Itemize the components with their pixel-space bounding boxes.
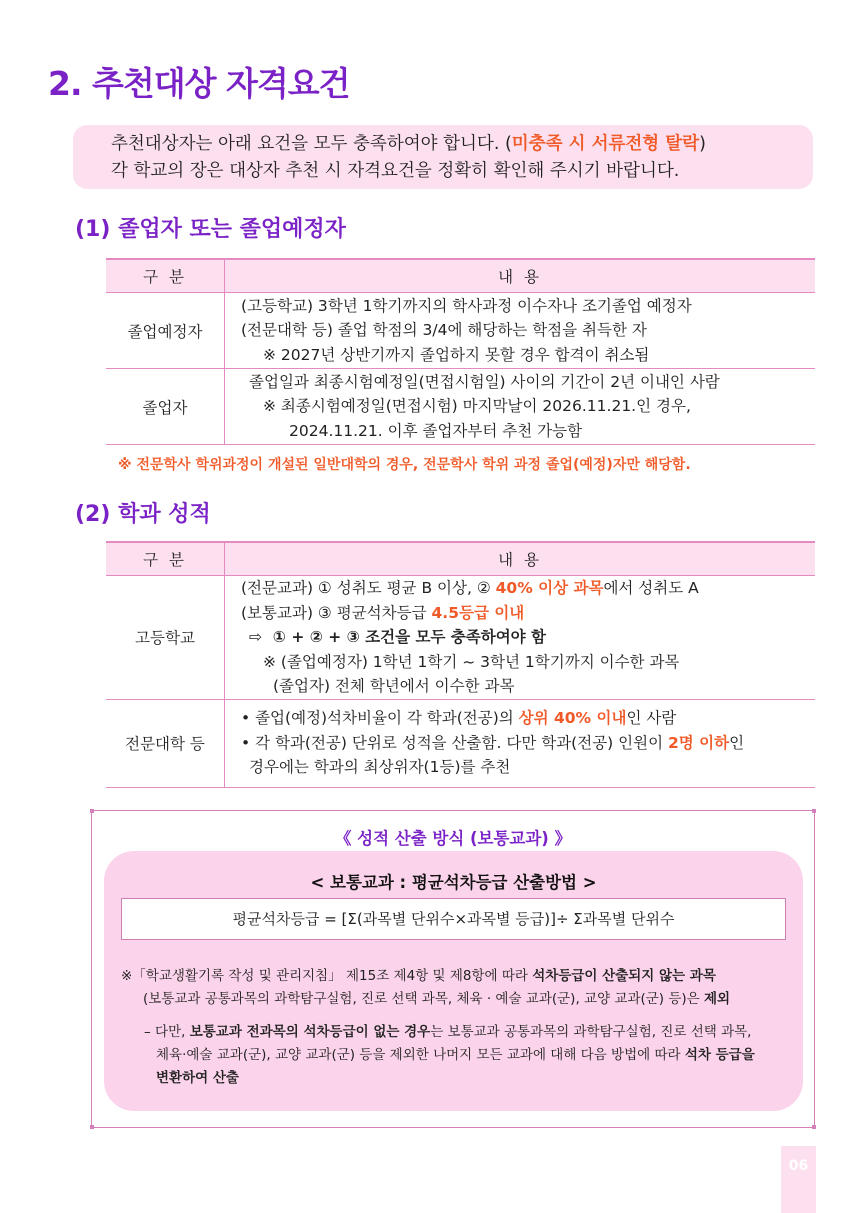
header-category: 구 분 (106, 542, 225, 576)
header-content: 내 용 (225, 259, 816, 293)
note-text: ※「학교생활기록 작성 및 관리지침」 제15조 제4항 및 제8항에 따라 (121, 968, 533, 984)
notice-line-1 (111, 131, 813, 158)
content-text: (보통교과) ③ 평균석차등급 (241, 603, 432, 622)
content-text: (전문교과) ① 성취도 평균 B 이상, ② (241, 579, 496, 597)
note-line (144, 1021, 755, 1044)
section1-footnote: ※ 전문학사 학위과정이 개설된 일반대학의 경우, 전문학사 학위 과정 졸업(예정)자만 해당함. (118, 457, 691, 473)
notice-text-end: ) (699, 134, 706, 154)
note-bold: 석차 등급을 (684, 1047, 755, 1063)
content-line (241, 706, 815, 731)
note-text: – 다만, (144, 1024, 190, 1040)
content-line: ※ 2027년 상반기까지 졸업하지 못할 경우 합격이 취소됨 (263, 345, 650, 364)
corner-marker (812, 1125, 816, 1129)
section1-heading: (1) 졸업자 또는 졸업예정자 (75, 217, 346, 242)
table-header-row (106, 259, 815, 293)
row-label: 전문대학 등 (106, 699, 225, 787)
note-line (121, 965, 730, 988)
notice-text: 추천대상자는 아래 요건을 모두 충족하여야 합니다. ( (111, 134, 512, 154)
note-bold: 보통교과 전과목의 석차등급이 없는 경우 (189, 1024, 431, 1040)
formula-box: 평균석차등급 = [Σ(과목별 단위수×과목별 등급)]÷ Σ과목별 단위수 (121, 898, 786, 940)
page-number: 06 (781, 1146, 816, 1213)
row-label: 졸업자 (106, 369, 225, 445)
calc-note-1 (121, 965, 730, 1011)
row-content (225, 293, 816, 369)
content-line (241, 576, 815, 601)
corner-marker (812, 809, 816, 813)
table-row (106, 293, 815, 369)
header-category: 구 분 (106, 259, 225, 293)
highlight-text: 40% 이상 과목 (495, 579, 604, 597)
content-line: (전문대학 등) 졸업 학점의 3/4에 해당하는 학점을 취득한 자 (241, 321, 647, 340)
corner-marker (90, 809, 94, 813)
content-line (241, 625, 815, 650)
content-line: 경우에는 학과의 최상위자(1등)를 추천 (249, 758, 511, 777)
section2-heading: (2) 학과 성적 (75, 502, 211, 527)
table-row (106, 699, 815, 787)
notice-highlight: 미충족 시 서류전형 탈락 (511, 134, 700, 154)
content-text: 에서 성취도 A (603, 579, 699, 597)
calc-title: 《 성적 산출 방식 (보통교과) 》 (334, 829, 572, 848)
table-row (106, 576, 815, 700)
note-line (121, 988, 730, 1011)
content-line (241, 601, 815, 626)
calc-panel (104, 851, 803, 1111)
note-bold: 석차등급이 산출되지 않는 과목 (532, 968, 716, 984)
arrow-icon: ⇨ (249, 628, 262, 646)
row-content (225, 369, 816, 445)
notice-box (73, 125, 813, 189)
content-line: ※ (졸업예정자) 1학년 1학기 ~ 3학년 1학기까지 이수한 과목 (263, 652, 680, 671)
content-text: ① + ② + ③ 조건을 모두 충족하여야 함 (272, 628, 547, 646)
note-bold: 제외 (704, 991, 731, 1007)
note-text: 체육·예술 교과(군), 교양 교과(군) 등을 제외한 나머지 모든 교과에 대해 다음 방법에 따라 (156, 1047, 685, 1063)
content-text: 인 사람 (626, 709, 677, 728)
calc-note-2 (144, 1021, 755, 1090)
calculation-method-box (91, 810, 815, 1128)
row-content (225, 699, 816, 787)
content-line: (졸업자) 전체 학년에서 이수한 과목 (273, 677, 515, 695)
content-text: 인 (729, 733, 745, 752)
highlight-text: 2명 이하 (667, 733, 730, 752)
row-content (225, 576, 816, 700)
page-title: 2. 추천대상 자격요건 (48, 64, 350, 103)
row-label: 고등학교 (106, 576, 225, 700)
content-line: (고등학교) 3학년 1학기까지의 학사과정 이수자나 조기졸업 예정자 (241, 296, 692, 315)
content-text: • 졸업(예정)석차비율이 각 학과(전공)의 (241, 709, 519, 728)
note-line (144, 1044, 755, 1067)
content-line: ※ 최종시험예정일(면접시험) 마지막날이 2026.11.21.인 경우, (263, 397, 691, 416)
content-text: • 각 학과(전공) 단위로 성적을 산출함. 다만 학과(전공) 인원이 (241, 733, 668, 752)
corner-marker (90, 1125, 94, 1129)
highlight-text: 상위 40% 이내 (518, 709, 627, 728)
row-label: 졸업예정자 (106, 293, 225, 369)
highlight-text: 4.5등급 이내 (431, 603, 525, 622)
grade-requirements-table (106, 541, 815, 788)
note-text: 는 보통교과 공통과목의 과학탐구실험, 진로 선택 과목, (430, 1024, 752, 1040)
note-text: (보통교과 공통과목의 과학탐구실험, 진로 선택 과목, 체육 · 예술 교과(군), 교양 교과(군) 등)은 (143, 991, 704, 1007)
note-line: 변환하여 산출 (156, 1070, 239, 1086)
content-line (241, 731, 815, 756)
table-row (106, 369, 815, 445)
content-line: 졸업일과 최종시험예정일(면접시험일) 사이의 기간이 2년 이내인 사람 (249, 372, 720, 391)
content-line: 2024.11.21. 이후 졸업자부터 추천 가능함 (289, 421, 583, 440)
header-content: 내 용 (225, 542, 816, 576)
notice-line-2: 각 학교의 장은 대상자 추천 시 자격요건을 정확히 확인해 주시기 바랍니다. (111, 161, 680, 181)
panel-heading: < 보통교과 : 평균석차등급 산출방법 > (310, 873, 597, 892)
table-header-row (106, 542, 815, 576)
graduate-requirements-table (106, 258, 815, 445)
